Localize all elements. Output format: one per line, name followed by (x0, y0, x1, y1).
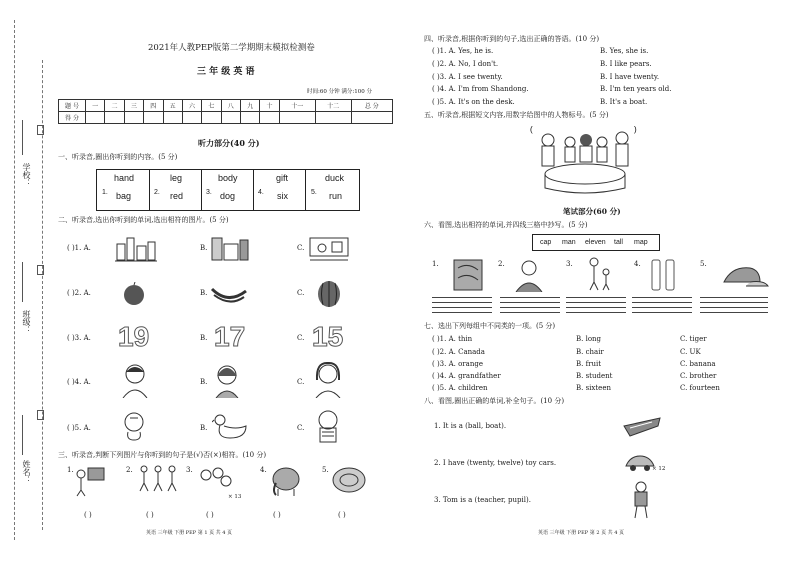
s2-option-c: C. (297, 378, 305, 386)
s4-option[interactable]: B. Yes, she is. (600, 47, 649, 55)
map-picture[interactable] (452, 258, 484, 292)
s7-option[interactable]: ( )1. A. thin (432, 335, 473, 343)
exam-title: 2021年人教PEP版第二学期期末模拟检测卷 (148, 43, 315, 53)
section3-title: 三、听录音,判断下列图片与你听到的句子是(√)否(×)相符。(10 分) (58, 451, 267, 459)
s7-option[interactable]: B. student (576, 372, 613, 380)
s1-word[interactable]: dog (220, 191, 236, 201)
s1-word[interactable]: run (329, 191, 343, 201)
footer-right: 英语 三年级 下册 PEP 第 2 页 共 4 页 (538, 530, 625, 536)
s8-sentence[interactable]: 2. I have (twenty, twelve) toy cars. (434, 459, 557, 467)
time-score: 时间:60 分钟 满分:100 分 (307, 89, 372, 95)
score-table (58, 99, 393, 124)
s7-option[interactable]: C. UK (680, 348, 701, 356)
section2-title: 二、听录音,选出你听到的单词,选出相符的图片。(5 分) (58, 216, 229, 224)
s1-word[interactable]: duck (325, 173, 345, 183)
number-17-picture[interactable]: 17 (214, 321, 246, 352)
s6-num: 3. (566, 260, 573, 268)
section6-title: 六、看图,选出相符的单词,并四线三格中抄写。(5 分) (424, 221, 588, 229)
word-bank-word: map (634, 239, 648, 246)
name-label: 姓名： (22, 460, 31, 484)
s7-option[interactable]: ( )4. A. grandfather (432, 372, 501, 380)
s1-num: 5. (311, 189, 317, 196)
s2-option-c: C. (297, 334, 305, 342)
s4-option[interactable]: ( )2. A. No, I don't. (432, 60, 499, 68)
s4-option[interactable]: B. I like pears. (600, 60, 652, 68)
s2-option-b: B. (200, 244, 208, 252)
section4-title: 四、听录音,根据你听到的句子,选出正确的答语。(10 分) (424, 35, 600, 43)
s3-answer-blank[interactable]: ( ) (273, 511, 281, 519)
name-blank[interactable] (22, 415, 24, 455)
s6-num: 1. (432, 260, 439, 268)
s1-word[interactable]: leg (170, 173, 183, 183)
s1-word[interactable]: red (170, 191, 184, 201)
s1-num: 2. (154, 189, 160, 196)
number-19-picture[interactable]: 19 (118, 321, 150, 352)
round-object-picture[interactable] (330, 463, 368, 497)
s2-option-c: C. (297, 289, 305, 297)
park-picture[interactable] (210, 234, 250, 264)
s4-option[interactable]: ( )5. A. It's on the desk. (432, 98, 515, 106)
s7-option[interactable]: ( )2. A. Canada (432, 348, 485, 356)
s7-option[interactable]: B. long (576, 335, 602, 343)
s3-answer-blank[interactable]: ( ) (338, 511, 346, 519)
school-label: 学校： (22, 163, 31, 187)
s2-row-label[interactable]: ( )5. A. (67, 424, 91, 432)
score-table-header: 题 号 一 二 三 四 五 六 七 八 九 十 十一 十二 总 分 (59, 100, 393, 112)
family-at-table-picture[interactable] (530, 122, 640, 194)
pupil-picture[interactable] (628, 480, 654, 520)
writing-lines[interactable] (500, 293, 560, 313)
woman-picture[interactable] (312, 360, 344, 398)
number-15-picture[interactable]: 15 (312, 321, 344, 352)
s1-word[interactable]: body (218, 173, 238, 183)
boat-picture[interactable] (622, 414, 662, 438)
word-bank-word: man (562, 239, 576, 246)
girl-picture[interactable] (212, 362, 242, 398)
apple-picture[interactable] (122, 282, 146, 306)
s4-option[interactable]: B. I'm ten years old. (600, 85, 672, 93)
s7-option[interactable]: C. banana (680, 360, 716, 368)
word-bank-word: tall (614, 239, 623, 246)
tiger-cub-picture[interactable] (312, 408, 344, 444)
s1-num: 3. (206, 189, 212, 196)
word-bank-word: cap (540, 239, 552, 246)
s2-option-b: B. (200, 378, 208, 386)
svg-text:(: ( (530, 125, 533, 134)
s7-option[interactable]: C. brother (680, 372, 717, 380)
times-12-label: × 12 (652, 466, 666, 472)
man-picture[interactable] (514, 258, 544, 292)
s7-option[interactable]: B. sixteen (576, 384, 611, 392)
man-picture[interactable] (120, 362, 150, 398)
boy-at-board-picture[interactable] (74, 466, 106, 498)
school-blank[interactable] (22, 120, 24, 155)
seal-box (37, 265, 44, 275)
writing-lines[interactable] (566, 293, 626, 313)
s3-num: 4. (260, 466, 267, 474)
elephant-picture[interactable] (268, 463, 302, 497)
s1-num: 1. (102, 189, 108, 196)
s3-num: 5. (322, 466, 329, 474)
times-13-label: × 13 (228, 494, 242, 500)
section5-title: 五、听录音,根据短文内容,用数字给图中的人物标号。(5 分) (424, 111, 609, 119)
s2-row-label[interactable]: ( )3. A. (67, 334, 91, 342)
s7-option[interactable]: ( )3. A. orange (432, 360, 483, 368)
watermelon-picture[interactable] (316, 280, 342, 308)
s2-option-c: C. (297, 424, 305, 432)
s2-option-b: B. (200, 289, 208, 297)
footer-left: 英语 三年级 下册 PEP 第 1 页 共 4 页 (146, 530, 233, 536)
s3-num: 1. (67, 466, 74, 474)
seal-box (37, 410, 44, 420)
s8-sentence[interactable]: 3. Tom is a (teacher, pupil). (434, 496, 531, 504)
s7-option[interactable]: C. tiger (680, 335, 707, 343)
s7-option[interactable]: ( )5. A. children (432, 384, 488, 392)
city-street-picture[interactable] (115, 234, 157, 264)
s3-num: 3. (186, 466, 193, 474)
children-dancing-picture[interactable] (136, 463, 180, 495)
s6-num: 2. (498, 260, 505, 268)
s4-option[interactable]: B. It's a boat. (600, 98, 648, 106)
score-table-row: 得 分 (59, 112, 393, 124)
s1-word[interactable]: gift (276, 173, 289, 183)
section7-title: 七、选出下列每组中不同类的一项。(5 分) (424, 322, 556, 330)
s2-option-b: B. (200, 334, 208, 342)
svg-text:): ) (634, 125, 637, 134)
s2-row-label[interactable]: ( )1. A. (67, 244, 91, 252)
s2-row-label[interactable]: ( )4. A. (67, 378, 91, 386)
s1-word[interactable]: six (277, 191, 288, 201)
s2-option-b: B. (200, 424, 208, 432)
s4-option[interactable]: ( )4. A. I'm from Shandong. (432, 85, 529, 93)
s7-option[interactable]: B. fruit (576, 360, 602, 368)
s4-option[interactable]: ( )1. A. Yes, he is. (432, 47, 494, 55)
s6-num: 4. (634, 260, 641, 268)
s6-num: 5. (700, 260, 707, 268)
banana-picture[interactable] (210, 283, 248, 305)
s7-option[interactable]: B. chair (576, 348, 604, 356)
section8-title: 八、看图,圈出正确的单词,补全句子。(10 分) (424, 397, 565, 405)
s1-word[interactable]: bag (116, 191, 132, 201)
s3-answer-blank[interactable]: ( ) (206, 511, 214, 519)
s3-answer-blank[interactable]: ( ) (84, 511, 92, 519)
s2-option-c: C. (297, 244, 305, 252)
subject-title: 三 年 级 英 语 (197, 67, 255, 77)
word-bank-word: eleven (585, 239, 606, 246)
listening-title: 听力部分(40 分) (198, 138, 260, 148)
class-label: 班级： (22, 310, 31, 334)
tiger-picture[interactable] (120, 410, 154, 442)
s1-num: 4. (258, 189, 264, 196)
number-eleven-picture[interactable] (648, 258, 678, 292)
s2-row-label[interactable]: ( )2. A. (67, 289, 91, 297)
class-blank[interactable] (22, 262, 24, 302)
s3-answer-blank[interactable]: ( ) (146, 511, 154, 519)
writing-lines[interactable] (700, 293, 768, 313)
writing-lines[interactable] (432, 293, 492, 313)
zoo-picture[interactable] (308, 232, 350, 264)
margin-binding-line (14, 20, 15, 540)
s8-sentence[interactable]: 1. It is a (ball, boat). (434, 422, 507, 430)
cap-picture[interactable] (720, 266, 770, 288)
s3-num: 2. (126, 466, 133, 474)
s4-option[interactable]: ( )3. A. I see twenty. (432, 73, 503, 81)
section1-title: 一、听录音,圈出你听到的内容。(5 分) (58, 153, 178, 161)
duck-picture[interactable] (212, 412, 248, 442)
s7-option[interactable]: C. fourteen (680, 384, 720, 392)
seal-box (37, 125, 44, 135)
written-title: 笔试部分(60 分) (563, 207, 621, 216)
tall-short-picture[interactable] (584, 256, 614, 292)
s1-word[interactable]: hand (114, 173, 135, 183)
s4-option[interactable]: B. I have twenty. (600, 73, 660, 81)
fruits-picture[interactable] (196, 463, 234, 493)
writing-lines[interactable] (632, 293, 692, 313)
